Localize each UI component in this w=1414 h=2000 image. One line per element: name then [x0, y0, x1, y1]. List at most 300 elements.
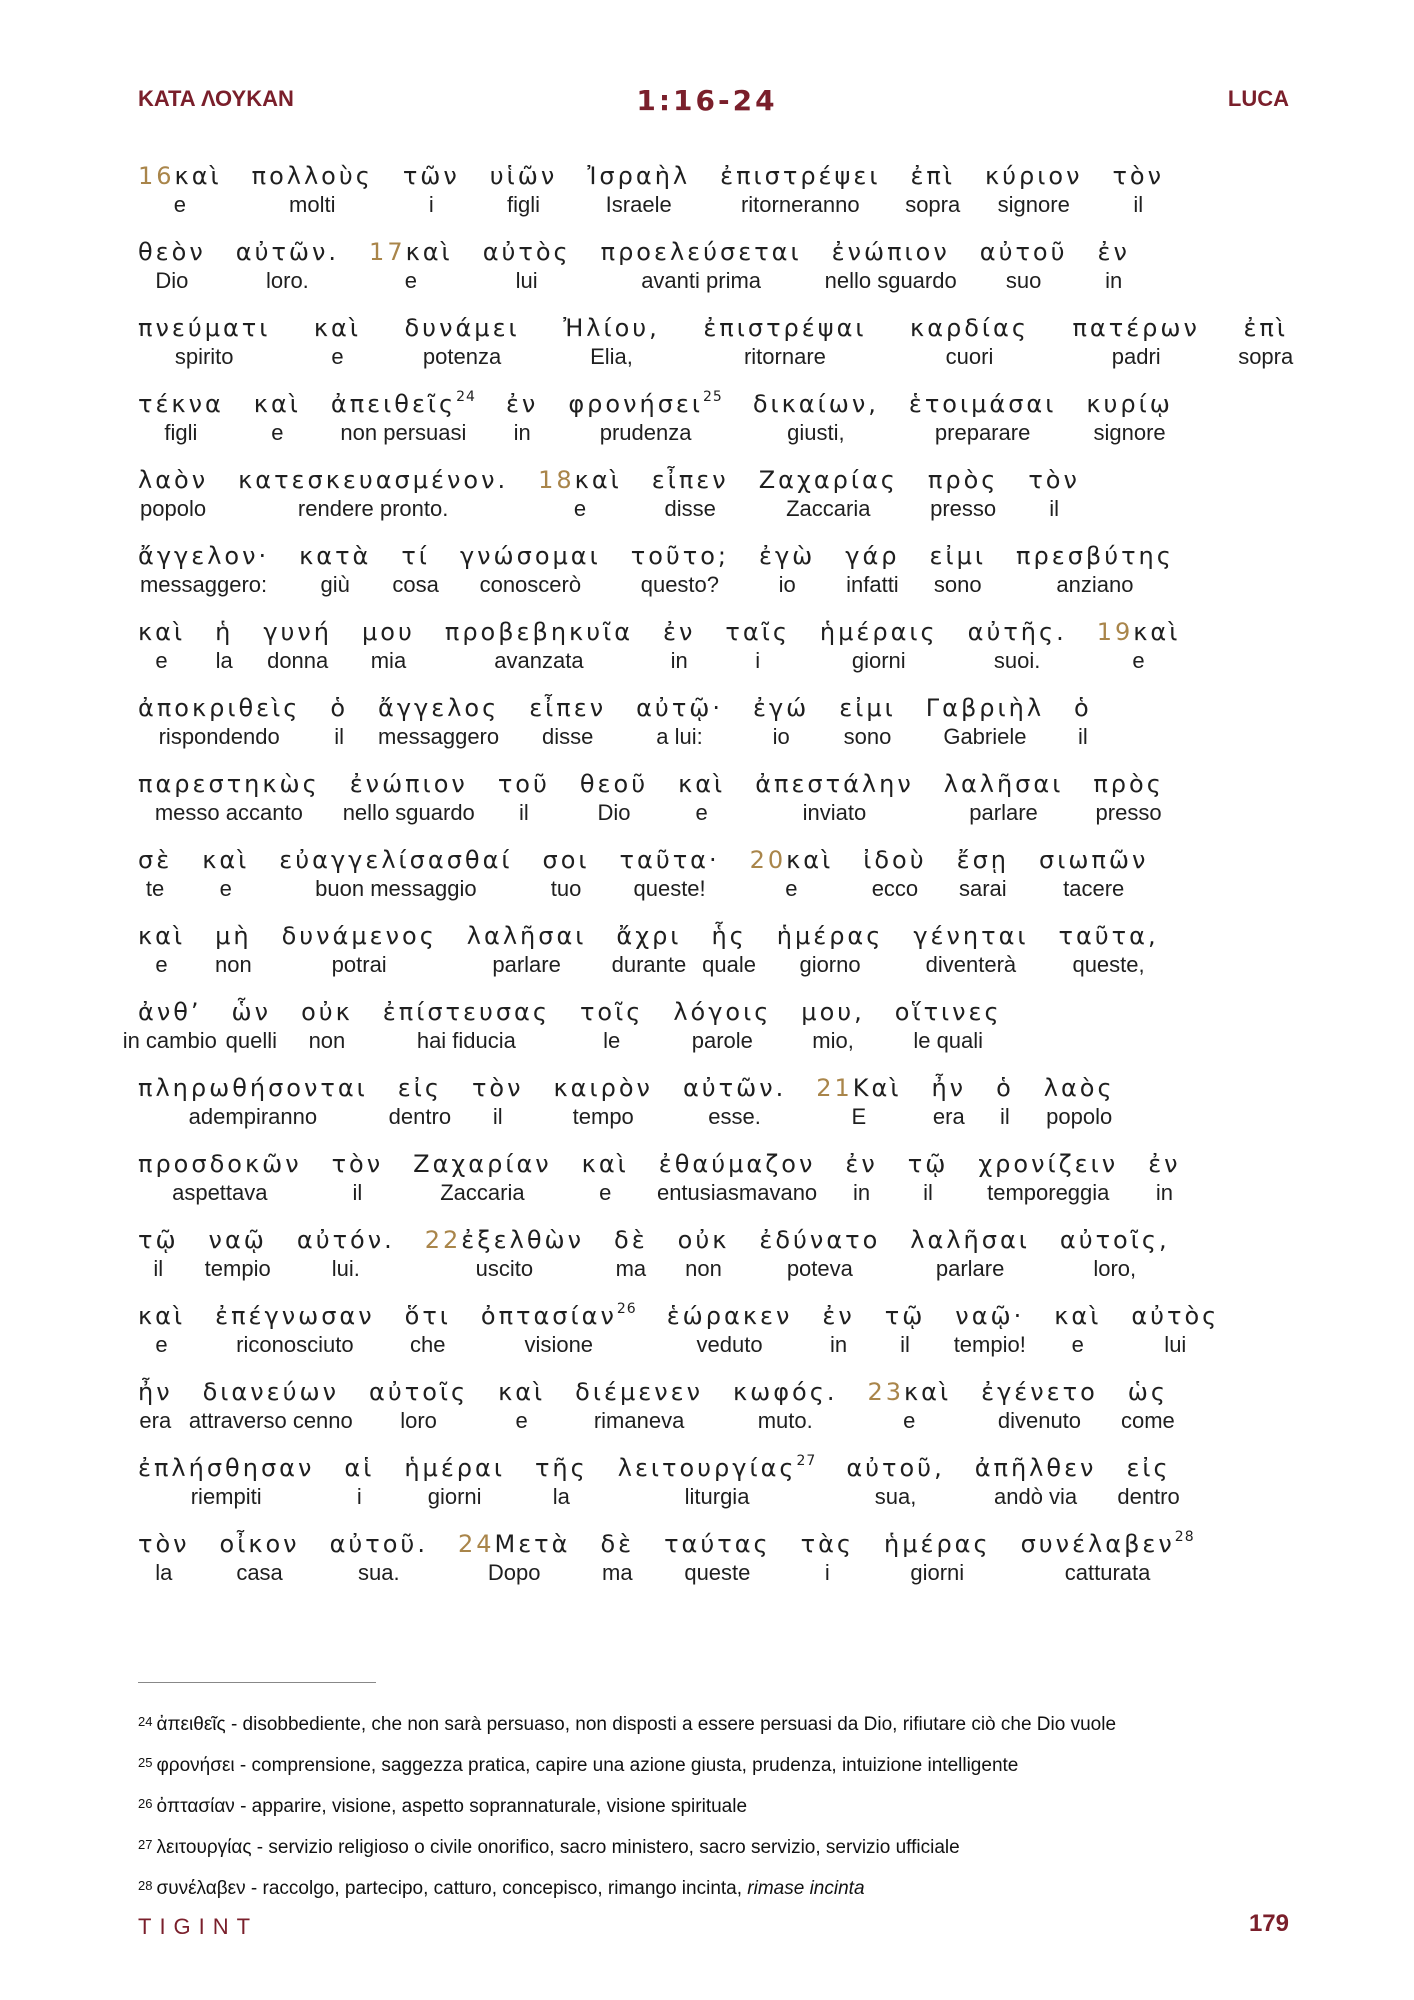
greek-word: [332, 1150, 384, 1178]
greek-word: [138, 1150, 302, 1178]
italian-gloss: quale: [702, 952, 756, 977]
footnote-ref[interactable]: 26: [616, 1301, 637, 1317]
greek-word: [215, 1302, 375, 1330]
greek-text: αὐτοῦ: [979, 238, 1068, 266]
footnote-text: συνέλαβεν - raccolgo, partecipo, catturo, concepisco, rimango incinta,: [156, 1878, 743, 1899]
greek-text: ἐπέγνωσαν: [215, 1302, 375, 1330]
greek-text: ἄχρι: [616, 922, 682, 950]
greek-text: δυνάμενος: [281, 922, 437, 950]
italian-gloss: temporeggia: [987, 1180, 1110, 1205]
interlinear-line: [138, 618, 1288, 694]
interlinear-line: [138, 314, 1294, 390]
italian-gloss: visione: [524, 1332, 594, 1357]
greek-text: αὐτῶν.: [682, 1074, 787, 1102]
greek-word: [944, 770, 1064, 798]
greek-text: κύριον: [985, 162, 1083, 190]
interlinear-line: [138, 1530, 1288, 1606]
greek-text: πατέρων: [1072, 314, 1200, 342]
footer-brand: TIGINT: [138, 1914, 259, 1939]
italian-gloss: loro: [400, 1408, 437, 1433]
italian-gloss: non persuasi: [340, 420, 467, 445]
greek-text: αὐτὸς: [482, 238, 571, 266]
greek-text: λαὸν: [138, 466, 209, 494]
italian-gloss: e: [785, 876, 798, 901]
greek-text: κατεσκευασμένον.: [238, 466, 509, 494]
italian-gloss: disse: [664, 496, 716, 521]
italian-gloss: lui: [1164, 1332, 1187, 1357]
greek-word: [138, 1302, 185, 1330]
greek-text: αὐτῆς.: [967, 618, 1067, 646]
greek-text: καὶ: [1133, 618, 1181, 646]
italian-gloss: ma: [602, 1560, 633, 1585]
italian-gloss: parlare: [492, 952, 561, 977]
italian-gloss: Gabriele: [943, 724, 1027, 749]
italian-gloss: nello sguardo: [342, 800, 475, 825]
book-title-greek: ΚΑΤΑ ΛΟΥΚΑΝ: [138, 86, 294, 111]
greek-text: ἀπειθεῖς: [330, 390, 457, 418]
interlinear-line: [138, 1074, 1288, 1150]
greek-text: διέμενεν: [575, 1378, 703, 1406]
interlinear-line: [138, 1454, 1288, 1530]
italian-gloss: messaggero:: [139, 572, 268, 597]
footnotes: [138, 1703, 1318, 1908]
greek-text: ἐν: [663, 618, 696, 646]
greek-word: [1126, 1454, 1170, 1482]
greek-text: γνώσομαι: [459, 542, 601, 570]
italian-gloss: messo accanto: [154, 800, 303, 825]
italian-gloss: e: [695, 800, 708, 825]
italian-gloss: dentro: [388, 1104, 452, 1129]
italian-gloss: avanzata: [494, 648, 584, 673]
greek-text: ναῷ·: [955, 1302, 1025, 1330]
greek-text: ταύτας: [664, 1530, 771, 1558]
greek-text: ἀπεστάλην: [755, 770, 914, 798]
footnote-ref[interactable]: 25: [703, 389, 723, 405]
greek-text: καὶ: [678, 770, 726, 798]
greek-text: δικαίων,: [752, 390, 879, 418]
interlinear-line: [122, 998, 1288, 1074]
italian-gloss: i: [428, 192, 434, 217]
greek-word: [931, 1074, 966, 1102]
greek-word: [580, 770, 648, 798]
greek-word: [884, 1530, 991, 1558]
greek-text: καὶ: [174, 162, 222, 190]
greek-text: δὲ: [614, 1226, 648, 1254]
greek-text: ἐδύνατο: [759, 1226, 881, 1254]
greek-text: καὶ: [202, 846, 250, 874]
greek-word: [405, 314, 520, 342]
italian-gloss: Dio: [155, 268, 189, 293]
italian-gloss: e: [404, 268, 417, 293]
greek-word: [238, 466, 508, 494]
greek-text: λειτουργίας: [617, 1454, 797, 1482]
greek-text: ἐγώ: [753, 694, 810, 722]
greek-text: τῷ: [138, 1226, 179, 1254]
greek-word: [703, 314, 866, 342]
greek-text: ἦν: [138, 1378, 173, 1406]
greek-text: ἀπῆλθεν: [974, 1454, 1097, 1482]
greek-word: [909, 390, 1056, 418]
italian-gloss: i: [356, 1484, 362, 1509]
greek-text: λαὸς: [1043, 1074, 1115, 1102]
greek-text: τέκνα: [138, 390, 224, 418]
greek-word: [369, 238, 453, 266]
greek-word: [506, 390, 538, 418]
greek-text: σιωπῶν: [1039, 846, 1149, 874]
greek-word: [1028, 466, 1080, 494]
greek-word: [331, 390, 476, 418]
italian-gloss: Dio: [597, 800, 631, 825]
footnote-separator: [138, 1682, 376, 1683]
greek-text: καὶ: [313, 314, 361, 342]
greek-text: οἵτινες: [894, 998, 1002, 1026]
greek-word: [1016, 542, 1174, 570]
greek-text: αὐτοῖς: [369, 1378, 469, 1406]
italian-gloss: aspettava: [172, 1180, 268, 1205]
italian-gloss: infatti: [846, 572, 899, 597]
footnote: [138, 1867, 1318, 1908]
italian-gloss: come: [1120, 1408, 1175, 1433]
italian-gloss: uscito: [475, 1256, 534, 1281]
greek-word: [138, 998, 202, 1026]
greek-word: [820, 618, 938, 646]
greek-text: θεὸν: [138, 238, 206, 266]
footnote-ref[interactable]: 24: [456, 389, 476, 405]
greek-word: [1128, 1378, 1168, 1406]
italian-gloss: il: [153, 1256, 164, 1281]
interlinear-line: [138, 846, 1288, 922]
italian-gloss: popolo: [140, 496, 207, 521]
greek-word: [330, 1530, 428, 1558]
footnote-number: 26: [138, 1796, 153, 1811]
greek-word: [600, 1530, 634, 1558]
verse-number: 24: [457, 1530, 495, 1558]
greek-text: καὶ: [405, 238, 453, 266]
greek-text: αἱ: [344, 1454, 375, 1482]
footnote-text: φρονήσει - comprensione, saggezza pratica, capire una azione giusta, prudenza, intuizione intelligente: [156, 1755, 1019, 1776]
greek-word: [955, 1302, 1024, 1330]
greek-word: [614, 1226, 648, 1254]
greek-text: τὸν: [1112, 162, 1165, 190]
greek-word: [720, 162, 880, 190]
greek-text: ὀπτασίαν: [480, 1302, 617, 1330]
interlinear-line: [138, 238, 1288, 314]
greek-text: καὶ: [1054, 1302, 1102, 1330]
interlinear-line: [138, 1226, 1288, 1302]
greek-word: [652, 466, 729, 494]
italian-gloss: E: [851, 1104, 867, 1129]
greek-text: τὸν: [471, 1074, 524, 1102]
greek-word: [425, 1226, 584, 1254]
greek-word: [867, 1378, 951, 1406]
greek-text: εἰμι: [929, 542, 987, 570]
greek-word: [631, 542, 729, 570]
greek-text: σοι: [542, 846, 590, 874]
verse-number: 22: [424, 1226, 462, 1254]
greek-word: [580, 998, 643, 1026]
greek-word: [554, 1074, 653, 1102]
greek-word: [404, 1454, 505, 1482]
greek-text: συνέλαβεν: [1020, 1530, 1175, 1558]
interlinear-line: [138, 466, 1288, 542]
greek-word: [863, 846, 926, 874]
greek-word: [481, 1302, 637, 1330]
italian-gloss: rimaneva: [593, 1408, 685, 1433]
greek-word: [822, 1302, 854, 1330]
greek-word: [299, 542, 371, 570]
italian-gloss: e: [1071, 1332, 1084, 1357]
greek-word: [378, 694, 499, 722]
italian-gloss: questo?: [640, 572, 720, 597]
footnote-ref[interactable]: 27: [796, 1453, 817, 1469]
italian-gloss: potenza: [422, 344, 502, 369]
italian-gloss: riempiti: [190, 1484, 262, 1509]
italian-gloss: e: [271, 420, 284, 445]
italian-gloss: in: [1105, 268, 1123, 293]
italian-gloss: i: [824, 1560, 830, 1585]
greek-word: [678, 770, 725, 798]
greek-text: ἐπιστρέψαι: [703, 314, 867, 342]
italian-gloss: catturata: [1064, 1560, 1151, 1585]
italian-gloss: spirito: [174, 344, 234, 369]
greek-text: καὶ: [581, 1150, 629, 1178]
greek-word: [930, 542, 986, 570]
italian-gloss: ma: [615, 1256, 647, 1281]
greek-word: [279, 846, 512, 874]
greek-word: [832, 238, 950, 266]
italian-gloss: figli: [507, 192, 541, 217]
greek-word: [529, 694, 606, 722]
greek-word: [895, 998, 1002, 1026]
greek-text: τῷ: [884, 1302, 926, 1330]
footnote-number: 25: [138, 1755, 153, 1770]
greek-text: αὐτόν.: [296, 1226, 395, 1254]
greek-word: [1112, 162, 1164, 190]
greek-word: [1044, 1074, 1115, 1102]
greek-text: μου: [362, 618, 415, 646]
greek-word: [725, 618, 789, 646]
greek-word: [445, 618, 633, 646]
greek-text: ἐν: [822, 1302, 855, 1330]
italian-gloss: queste: [684, 1560, 751, 1585]
italian-gloss: presso: [1095, 800, 1162, 825]
greek-text: ὧν: [231, 998, 272, 1026]
greek-text: καρδίας: [910, 314, 1029, 342]
greek-text: ὅτι: [404, 1302, 451, 1330]
greek-word: [885, 1302, 926, 1330]
italian-gloss: la: [215, 648, 233, 673]
footnote: [138, 1703, 1318, 1744]
greek-text: ἄγγελος: [378, 694, 500, 722]
greek-text: καὶ: [574, 466, 622, 494]
italian-gloss: la: [155, 1560, 173, 1585]
interlinear-line: [138, 770, 1288, 846]
greek-word: [582, 1150, 629, 1178]
greek-text: φρονήσει: [568, 390, 704, 418]
greek-word: [926, 694, 1044, 722]
greek-word: [398, 1074, 442, 1102]
greek-word: [1131, 1302, 1219, 1330]
interlinear-line: [138, 162, 1288, 238]
greek-text: αὐτῶν.: [235, 238, 340, 266]
italian-gloss: entusiasmavano: [656, 1180, 818, 1205]
greek-word: [753, 694, 809, 722]
italian-gloss: i: [755, 648, 761, 673]
greek-word: [733, 1378, 837, 1406]
greek-word: [663, 618, 695, 646]
greek-text: ἡμέραι: [404, 1454, 505, 1482]
italian-gloss: tempo: [572, 1104, 634, 1129]
greek-text: καιρὸν: [553, 1074, 653, 1102]
greek-text: πρὸς: [1093, 770, 1164, 798]
greek-word: [908, 1150, 949, 1178]
italian-gloss: cosa: [392, 572, 439, 597]
greek-text: ἐν: [1097, 238, 1130, 266]
greek-text: εὐαγγελίσασθαί: [279, 846, 513, 874]
italian-gloss: il: [1049, 496, 1060, 521]
italian-gloss: era: [932, 1104, 965, 1129]
italian-gloss: il: [923, 1180, 933, 1205]
italian-gloss: diventerà: [925, 952, 1017, 977]
greek-text: δυνάμει: [404, 314, 520, 342]
italian-gloss: le quali: [913, 1028, 984, 1053]
greek-text: γάρ: [845, 542, 900, 570]
greek-text: ἀνθ’: [138, 998, 202, 1026]
greek-word: [667, 1302, 793, 1330]
greek-text: τοῦτο;: [630, 542, 729, 570]
greek-text: θεοῦ: [579, 770, 649, 798]
italian-gloss: Elia,: [590, 344, 633, 369]
greek-word: [138, 1226, 179, 1254]
italian-gloss: potrai: [331, 952, 387, 977]
greek-word: [1097, 238, 1129, 266]
greek-word: [350, 770, 468, 798]
italian-gloss: suoi.: [993, 648, 1041, 673]
greek-word: [1059, 922, 1159, 950]
greek-word: [460, 542, 601, 570]
greek-text: Καὶ: [852, 1074, 902, 1102]
greek-text: παρεστηκὼς: [138, 770, 320, 798]
greek-text: Ζαχαρίας: [758, 466, 898, 494]
greek-text: κατὰ: [299, 542, 372, 570]
italian-gloss: conoscerò: [479, 572, 582, 597]
greek-word: [138, 1454, 314, 1482]
italian-gloss: loro,: [1093, 1256, 1137, 1281]
italian-gloss: il: [518, 800, 529, 825]
greek-text: ἐνώπιον: [831, 238, 950, 266]
greek-word: [254, 390, 301, 418]
greek-text: εἰς: [397, 1074, 442, 1102]
verse-number: 23: [867, 1378, 905, 1406]
greek-word: [236, 238, 339, 266]
greek-text: μου,: [801, 998, 865, 1026]
greek-text: οἶκον: [219, 1530, 300, 1558]
greek-word: [138, 466, 208, 494]
italian-gloss: buon messaggio: [315, 876, 477, 901]
italian-gloss: le: [603, 1028, 621, 1053]
greek-word: [138, 618, 185, 646]
greek-word: [759, 542, 815, 570]
greek-word: [620, 846, 720, 874]
italian-gloss: sono: [843, 724, 892, 749]
greek-text: ὁ: [330, 694, 349, 722]
italian-gloss: Zaccaria: [786, 496, 871, 521]
greek-word: [401, 542, 430, 570]
footnote: [138, 1744, 1318, 1785]
italian-gloss: e: [1132, 648, 1145, 673]
greek-text: ἡμέρας: [883, 1530, 991, 1558]
greek-text: λαλῆσαι: [466, 922, 587, 950]
greek-word: [928, 466, 998, 494]
book-title-italian: LUCA: [1227, 86, 1289, 111]
greek-word: [138, 238, 206, 266]
greek-word: [664, 1530, 771, 1558]
greek-text: ἔσῃ: [956, 846, 1010, 874]
greek-word: [673, 998, 771, 1026]
italian-gloss: sarai: [958, 876, 1007, 901]
italian-gloss: Zaccaria: [440, 1180, 525, 1205]
greek-word: [138, 1530, 190, 1558]
greek-text: εἰμι: [839, 694, 896, 722]
greek-text: ταῦτα·: [619, 846, 720, 874]
italian-gloss: donna: [267, 648, 329, 673]
greek-text: τὸν: [1028, 466, 1080, 494]
greek-text: καὶ: [138, 1302, 186, 1330]
greek-text: τί: [401, 542, 430, 570]
greek-text: ταῖς: [725, 618, 790, 646]
greek-word: [1060, 1226, 1170, 1254]
greek-text: πληρωθήσονται: [138, 1074, 368, 1102]
interlinear-line: [138, 1302, 1288, 1378]
greek-text: ὡς: [1127, 1378, 1168, 1406]
greek-word: [568, 390, 723, 418]
italian-gloss: la: [552, 1484, 570, 1509]
chapter-verse-range: 1:16-24: [636, 84, 778, 117]
greek-text: ἐπὶ: [910, 162, 955, 190]
greek-word: [1243, 314, 1288, 342]
greek-word: [202, 846, 249, 874]
footnote-ref[interactable]: 28: [1174, 1529, 1195, 1545]
italian-gloss: e: [573, 496, 587, 521]
italian-gloss: in: [1155, 1180, 1173, 1205]
greek-text: ἐπλήσθησαν: [138, 1454, 315, 1482]
greek-text: ἰδοὺ: [863, 846, 927, 874]
greek-word: [845, 1150, 877, 1178]
italian-gloss: dentro: [1117, 1484, 1180, 1509]
greek-text: τῶν: [402, 162, 460, 190]
italian-gloss: il: [900, 1332, 910, 1357]
greek-text: ναῷ: [208, 1226, 267, 1254]
greek-text: εἶπεν: [529, 694, 607, 722]
italian-gloss: parlare: [935, 1256, 1005, 1281]
greek-text: καὶ: [786, 846, 834, 874]
greek-word: [753, 390, 879, 418]
greek-word: [913, 922, 1028, 950]
greek-text: αὐτοῦ.: [329, 1530, 428, 1558]
italian-gloss: il: [334, 724, 345, 749]
italian-gloss: veduto: [696, 1332, 763, 1357]
greek-word: [801, 998, 864, 1026]
greek-word: [777, 922, 884, 950]
greek-text: αὐτὸς: [1131, 1302, 1220, 1330]
italian-gloss: riconosciuto: [236, 1332, 354, 1357]
greek-word: [659, 1150, 816, 1178]
greek-text: γυνή: [263, 618, 333, 646]
italian-gloss: e: [155, 1332, 168, 1357]
greek-text: ὁ: [996, 1074, 1014, 1102]
greek-text: ἑτοιμάσαι: [908, 390, 1057, 418]
greek-text: τὸν: [138, 1530, 190, 1558]
